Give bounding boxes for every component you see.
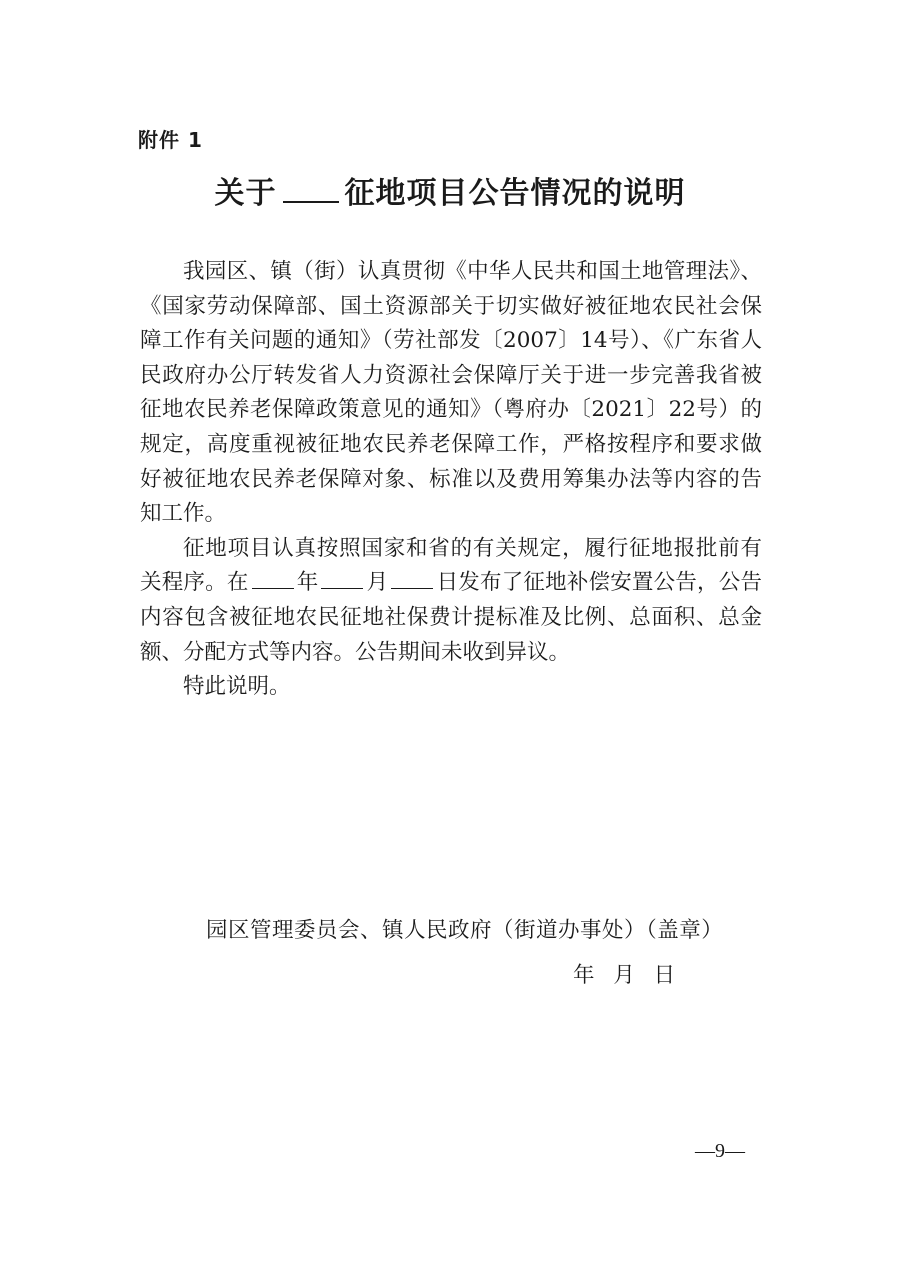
month-blank-field [321, 568, 363, 589]
year-label: 年 [296, 570, 319, 596]
title-blank-field [283, 173, 339, 203]
document-title [0, 168, 900, 212]
paragraph-2-start: 征地项目认真按照国家和省的有关规定，履行征地报批前有关程序。在 [140, 535, 762, 596]
paragraph-2-rest: 日发布了征地补偿安置公告，公告内容包含被征地农民征地社保费计提标准及比例、总面积、总金额、分配方式等内容。公告期间未收到异议。 [140, 570, 762, 665]
year-blank-field [252, 568, 294, 589]
day-blank-field [391, 568, 433, 589]
page-number: —9— [695, 1140, 745, 1162]
attachment-label: 附件 1 [138, 128, 203, 152]
paragraph-1: 我园区、镇（街）认真贯彻《中华人民共和国土地管理法》、《国家劳动保障部、国土资源部关于切实做好被征地农民社会保障工作有关问题的通知》（劳社部发〔2007〕14号）、《广东省人民政府办公厅转发省人力资源社会保障厅关于进一步完善我省被征地农民养老保障政策意见的通知》（粤府办〔2021〕22号）的规定，高度重视被征地农民养老保障工作，严格按程序和要求做好被征地农民养老保障对象、标准以及费用筹集办法等内容的告知工作。 [140, 259, 762, 527]
month-label: 月 [366, 570, 389, 596]
date-line: 年 月 日 [573, 963, 676, 988]
signature-line: 园区管理委员会、镇人民政府（街道办事处）（盖章） [206, 918, 724, 943]
document-body [140, 255, 762, 705]
title-suffix: 征地项目公告情况的说明 [344, 176, 686, 211]
title-prefix: 关于 [214, 176, 277, 211]
paragraph-3: 特此说明。 [183, 674, 291, 700]
paragraph-2 [140, 532, 762, 670]
